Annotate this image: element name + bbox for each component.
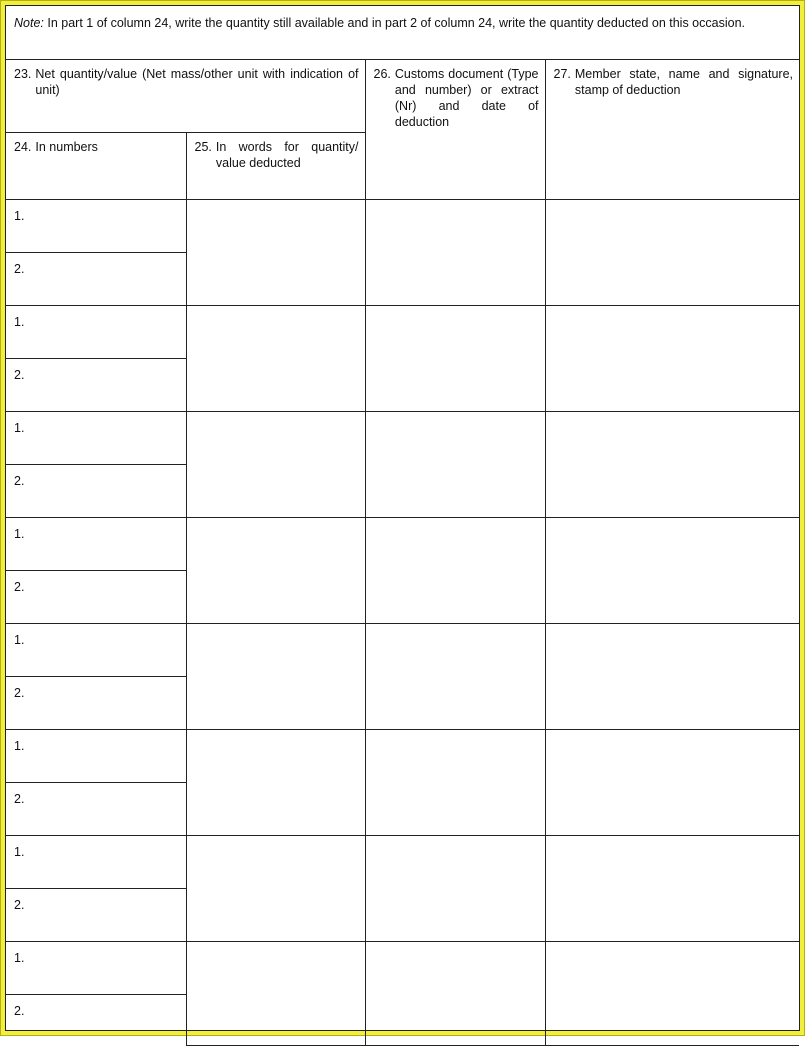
entry-2-part1-cell[interactable] bbox=[6, 305, 186, 358]
entry-6-words-cell[interactable] bbox=[186, 729, 365, 835]
col25-number: 25. bbox=[194, 139, 212, 154]
col27-number: 27. bbox=[553, 67, 571, 81]
part2-label: 2. bbox=[14, 579, 25, 594]
part2-label: 2. bbox=[14, 897, 25, 912]
entry-7-document-cell[interactable] bbox=[365, 835, 545, 941]
entry-2-stamp-cell[interactable] bbox=[545, 305, 799, 411]
entry-2-document-cell[interactable] bbox=[365, 305, 545, 411]
part1-label: 1. bbox=[14, 208, 25, 223]
col23-text: Net quantity/value (Net mass/other unit with indication of unit) bbox=[35, 67, 359, 97]
entry-7-part2-cell[interactable] bbox=[6, 888, 186, 941]
entry-8-part2-cell[interactable] bbox=[6, 994, 186, 1045]
col26-text: Customs document (Type and number) or extract (Nr) and date of deduction bbox=[394, 67, 539, 129]
entry-3-stamp-cell[interactable] bbox=[545, 411, 799, 517]
part2-label: 2. bbox=[14, 1003, 25, 1018]
col25-text: In words for quantity/ value deducted bbox=[215, 139, 359, 170]
entry-4-document-cell[interactable] bbox=[365, 517, 545, 623]
part2-label: 2. bbox=[14, 473, 25, 488]
entry-7-words-cell[interactable] bbox=[186, 835, 365, 941]
entry-7-part1-cell[interactable] bbox=[6, 835, 186, 888]
entry-8-stamp-cell[interactable] bbox=[545, 941, 799, 1045]
entry-4-part2-cell[interactable] bbox=[6, 570, 186, 623]
entry-5-stamp-cell[interactable] bbox=[545, 623, 799, 729]
part1-label: 1. bbox=[14, 844, 25, 859]
entry-5-document-cell[interactable] bbox=[365, 623, 545, 729]
col23-number: 23. bbox=[14, 67, 32, 81]
entry-1-stamp-cell[interactable] bbox=[545, 199, 799, 305]
entry-3-document-cell[interactable] bbox=[365, 411, 545, 517]
entry-1-document-cell[interactable] bbox=[365, 199, 545, 305]
part2-label: 2. bbox=[14, 685, 25, 700]
part1-label: 1. bbox=[14, 950, 25, 965]
instruction-note bbox=[6, 6, 799, 60]
note-prefix: Note: bbox=[14, 16, 44, 30]
part1-label: 1. bbox=[14, 314, 25, 329]
entry-4-stamp-cell[interactable] bbox=[545, 517, 799, 623]
entry-4-part1-cell[interactable] bbox=[6, 517, 186, 570]
form-sheet bbox=[5, 5, 800, 1031]
part1-label: 1. bbox=[14, 526, 25, 541]
entry-6-stamp-cell[interactable] bbox=[545, 729, 799, 835]
part1-label: 1. bbox=[14, 420, 25, 435]
part2-label: 2. bbox=[14, 367, 25, 382]
note-text: In part 1 of column 24, write the quantity still available and in part 2 of column 24, write the quantity deducted on this occasion. bbox=[43, 16, 745, 30]
part2-label: 2. bbox=[14, 261, 25, 276]
entry-6-part2-cell[interactable] bbox=[6, 782, 186, 835]
entry-3-words-cell[interactable] bbox=[186, 411, 365, 517]
entry-8-words-cell[interactable] bbox=[186, 941, 365, 1045]
entry-1-words-cell[interactable] bbox=[186, 199, 365, 305]
entry-3-part2-cell[interactable] bbox=[6, 464, 186, 517]
header-col26 bbox=[365, 60, 545, 199]
entry-1-part1-cell[interactable] bbox=[6, 199, 186, 252]
entry-5-words-cell[interactable] bbox=[186, 623, 365, 729]
header-col27 bbox=[545, 60, 799, 199]
header-col25 bbox=[186, 132, 365, 199]
entry-2-part2-cell[interactable] bbox=[6, 358, 186, 411]
entry-5-part2-cell[interactable] bbox=[6, 676, 186, 729]
entry-1-part2-cell[interactable] bbox=[6, 252, 186, 305]
entry-4-words-cell[interactable] bbox=[186, 517, 365, 623]
entry-6-part1-cell[interactable] bbox=[6, 729, 186, 782]
col24-text: In numbers bbox=[35, 139, 98, 154]
entry-8-document-cell[interactable] bbox=[365, 941, 545, 1045]
header-col23 bbox=[6, 60, 365, 132]
col26-number: 26. bbox=[373, 67, 391, 81]
entry-8-part1-cell[interactable] bbox=[6, 941, 186, 994]
col27-text: Member state, name and signature, stamp of deduction bbox=[574, 67, 793, 97]
entry-5-part1-cell[interactable] bbox=[6, 623, 186, 676]
entry-3-part1-cell[interactable] bbox=[6, 411, 186, 464]
entry-2-words-cell[interactable] bbox=[186, 305, 365, 411]
col24-number: 24. bbox=[14, 139, 32, 154]
part1-label: 1. bbox=[14, 632, 25, 647]
entry-6-document-cell[interactable] bbox=[365, 729, 545, 835]
part2-label: 2. bbox=[14, 791, 25, 806]
header-col24 bbox=[6, 132, 186, 199]
entry-7-stamp-cell[interactable] bbox=[545, 835, 799, 941]
part1-label: 1. bbox=[14, 738, 25, 753]
deduction-table bbox=[6, 60, 799, 1046]
